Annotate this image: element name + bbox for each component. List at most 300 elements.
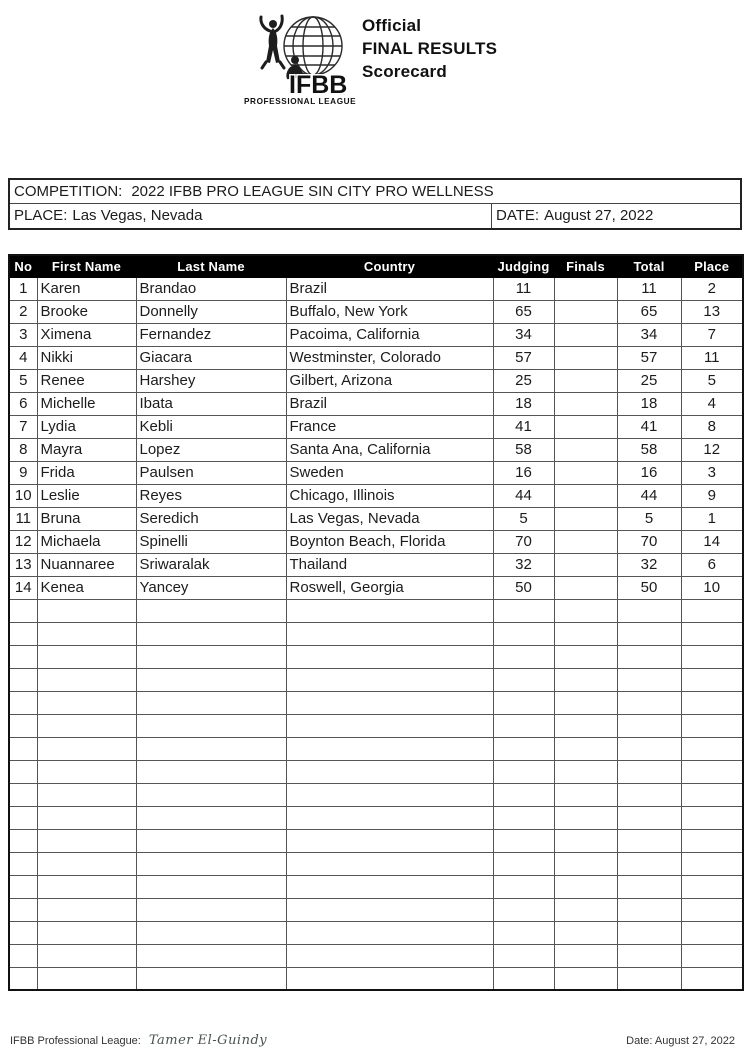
cell-total: 44	[617, 484, 681, 507]
table-row	[9, 507, 743, 530]
table-row	[9, 392, 743, 415]
empty-table-row	[9, 599, 743, 622]
cell-total: 34	[617, 323, 681, 346]
cell-first-name: Renee	[37, 369, 136, 392]
empty-cell	[617, 599, 681, 622]
competition-value: 2022 IFBB PRO LEAGUE SIN CITY PRO WELLNESS	[131, 183, 494, 200]
empty-table-row	[9, 668, 743, 691]
empty-cell	[286, 668, 493, 691]
empty-table-row	[9, 875, 743, 898]
empty-table-row	[9, 691, 743, 714]
cell-finals	[554, 530, 617, 553]
cell-no: 8	[9, 438, 37, 461]
cell-first-name: Bruna	[37, 507, 136, 530]
empty-cell	[286, 760, 493, 783]
cell-judging: 65	[493, 300, 554, 323]
empty-table-row	[9, 829, 743, 852]
empty-cell	[681, 668, 743, 691]
empty-cell	[493, 714, 554, 737]
empty-cell	[554, 898, 617, 921]
empty-cell	[554, 829, 617, 852]
empty-cell	[136, 898, 286, 921]
empty-cell	[37, 944, 136, 967]
cell-judging: 32	[493, 553, 554, 576]
cell-country: Sweden	[286, 461, 493, 484]
empty-cell	[554, 714, 617, 737]
cell-place: 8	[681, 415, 743, 438]
empty-cell	[493, 691, 554, 714]
cell-country: France	[286, 415, 493, 438]
cell-place: 7	[681, 323, 743, 346]
cell-judging: 44	[493, 484, 554, 507]
empty-cell	[37, 691, 136, 714]
cell-total: 5	[617, 507, 681, 530]
empty-cell	[9, 944, 37, 967]
cell-judging: 25	[493, 369, 554, 392]
table-row	[9, 553, 743, 576]
cell-last-name: Spinelli	[136, 530, 286, 553]
cell-no: 12	[9, 530, 37, 553]
professional-league-wordmark: PROFESSIONAL LEAGUE	[244, 97, 357, 106]
cell-no: 2	[9, 300, 37, 323]
empty-cell	[286, 921, 493, 944]
empty-cell	[617, 944, 681, 967]
footer-date: Date: August 27, 2022	[626, 1035, 735, 1047]
empty-cell	[554, 760, 617, 783]
empty-table-row	[9, 645, 743, 668]
cell-judging: 16	[493, 461, 554, 484]
cell-first-name: Michelle	[37, 392, 136, 415]
empty-cell	[286, 944, 493, 967]
table-row	[9, 530, 743, 553]
empty-cell	[617, 852, 681, 875]
empty-cell	[136, 944, 286, 967]
empty-cell	[136, 921, 286, 944]
empty-cell	[493, 944, 554, 967]
cell-total: 11	[617, 277, 681, 300]
empty-cell	[286, 714, 493, 737]
empty-cell	[136, 829, 286, 852]
cell-place: 6	[681, 553, 743, 576]
cell-country: Brazil	[286, 277, 493, 300]
cell-last-name: Kebli	[136, 415, 286, 438]
empty-cell	[9, 737, 37, 760]
cell-place: 12	[681, 438, 743, 461]
cell-no: 5	[9, 369, 37, 392]
cell-last-name: Giacara	[136, 346, 286, 369]
empty-cell	[681, 921, 743, 944]
empty-cell	[493, 967, 554, 990]
empty-cell	[493, 668, 554, 691]
cell-finals	[554, 507, 617, 530]
cell-no: 10	[9, 484, 37, 507]
cell-last-name: Ibata	[136, 392, 286, 415]
cell-country: Buffalo, New York	[286, 300, 493, 323]
official-signature: Tamer El-Guindy	[148, 1033, 268, 1048]
cell-place: 2	[681, 277, 743, 300]
cell-country: Chicago, Illinois	[286, 484, 493, 507]
empty-cell	[9, 898, 37, 921]
empty-cell	[617, 714, 681, 737]
cell-first-name: Nuannaree	[37, 553, 136, 576]
empty-cell	[617, 645, 681, 668]
cell-judging: 70	[493, 530, 554, 553]
empty-cell	[554, 783, 617, 806]
document-title	[362, 14, 542, 83]
empty-cell	[9, 921, 37, 944]
table-row	[9, 300, 743, 323]
empty-table-row	[9, 898, 743, 921]
empty-table-row	[9, 852, 743, 875]
empty-cell	[136, 645, 286, 668]
empty-cell	[681, 898, 743, 921]
empty-cell	[37, 921, 136, 944]
empty-cell	[9, 760, 37, 783]
cell-finals	[554, 576, 617, 599]
cell-total: 65	[617, 300, 681, 323]
empty-cell	[681, 645, 743, 668]
empty-table-row	[9, 714, 743, 737]
empty-cell	[493, 622, 554, 645]
empty-cell	[554, 599, 617, 622]
empty-cell	[37, 898, 136, 921]
table-row	[9, 346, 743, 369]
empty-table-row	[9, 737, 743, 760]
table-row	[9, 576, 743, 599]
empty-cell	[681, 967, 743, 990]
cell-country: Las Vegas, Nevada	[286, 507, 493, 530]
title-line-final-results: FINAL RESULTS	[362, 39, 498, 58]
cell-first-name: Ximena	[37, 323, 136, 346]
table-row	[9, 415, 743, 438]
cell-judging: 57	[493, 346, 554, 369]
cell-place: 4	[681, 392, 743, 415]
cell-total: 58	[617, 438, 681, 461]
empty-cell	[37, 645, 136, 668]
empty-cell	[286, 875, 493, 898]
results-table-body	[9, 277, 743, 990]
empty-cell	[617, 806, 681, 829]
empty-cell	[37, 967, 136, 990]
cell-place: 13	[681, 300, 743, 323]
cell-last-name: Seredich	[136, 507, 286, 530]
ifbb-wordmark: IFBB	[289, 71, 348, 99]
empty-cell	[681, 760, 743, 783]
competition-info-box	[8, 178, 742, 230]
cell-total: 25	[617, 369, 681, 392]
empty-cell	[554, 852, 617, 875]
empty-cell	[493, 737, 554, 760]
cell-no: 4	[9, 346, 37, 369]
cell-finals	[554, 392, 617, 415]
empty-cell	[554, 622, 617, 645]
cell-place: 1	[681, 507, 743, 530]
cell-first-name: Leslie	[37, 484, 136, 507]
empty-cell	[681, 875, 743, 898]
empty-table-row	[9, 967, 743, 990]
cell-total: 16	[617, 461, 681, 484]
cell-judging: 34	[493, 323, 554, 346]
empty-cell	[136, 783, 286, 806]
empty-cell	[681, 691, 743, 714]
cell-finals	[554, 553, 617, 576]
cell-place: 3	[681, 461, 743, 484]
empty-cell	[554, 668, 617, 691]
cell-country: Boynton Beach, Florida	[286, 530, 493, 553]
cell-last-name: Fernandez	[136, 323, 286, 346]
place-date-row	[10, 204, 740, 228]
empty-cell	[37, 714, 136, 737]
col-header-no: No	[9, 255, 37, 277]
empty-cell	[493, 852, 554, 875]
empty-cell	[9, 806, 37, 829]
empty-cell	[617, 622, 681, 645]
cell-total: 41	[617, 415, 681, 438]
col-header-last-name: Last Name	[136, 255, 286, 277]
empty-cell	[37, 622, 136, 645]
place-value: Las Vegas, Nevada	[72, 207, 203, 224]
table-row	[9, 277, 743, 300]
cell-total: 32	[617, 553, 681, 576]
cell-first-name: Michaela	[37, 530, 136, 553]
empty-cell	[554, 921, 617, 944]
cell-no: 9	[9, 461, 37, 484]
cell-judging: 41	[493, 415, 554, 438]
empty-table-row	[9, 622, 743, 645]
empty-cell	[286, 829, 493, 852]
empty-cell	[136, 622, 286, 645]
empty-cell	[9, 622, 37, 645]
cell-finals	[554, 415, 617, 438]
empty-cell	[37, 875, 136, 898]
col-header-total: Total	[617, 255, 681, 277]
empty-cell	[136, 737, 286, 760]
empty-cell	[493, 829, 554, 852]
empty-table-row	[9, 944, 743, 967]
empty-cell	[681, 944, 743, 967]
cell-last-name: Lopez	[136, 438, 286, 461]
cell-no: 11	[9, 507, 37, 530]
empty-cell	[286, 737, 493, 760]
table-row	[9, 438, 743, 461]
competition-row	[10, 180, 740, 204]
empty-cell	[37, 829, 136, 852]
empty-cell	[136, 691, 286, 714]
empty-cell	[37, 599, 136, 622]
cell-place: 10	[681, 576, 743, 599]
bodybuilder-figure-icon	[261, 16, 284, 68]
empty-table-row	[9, 806, 743, 829]
cell-finals	[554, 323, 617, 346]
empty-cell	[9, 714, 37, 737]
empty-cell	[9, 668, 37, 691]
cell-country: Gilbert, Arizona	[286, 369, 493, 392]
empty-table-row	[9, 921, 743, 944]
cell-finals	[554, 461, 617, 484]
cell-total: 18	[617, 392, 681, 415]
empty-cell	[681, 806, 743, 829]
empty-cell	[554, 737, 617, 760]
empty-cell	[493, 898, 554, 921]
cell-finals	[554, 484, 617, 507]
empty-cell	[37, 852, 136, 875]
empty-cell	[493, 760, 554, 783]
table-row	[9, 484, 743, 507]
cell-finals	[554, 300, 617, 323]
place-cell	[10, 204, 492, 228]
table-row	[9, 461, 743, 484]
empty-cell	[37, 668, 136, 691]
place-label: PLACE:	[14, 207, 68, 224]
empty-cell	[617, 760, 681, 783]
empty-cell	[9, 875, 37, 898]
empty-cell	[136, 714, 286, 737]
empty-cell	[9, 967, 37, 990]
cell-total: 70	[617, 530, 681, 553]
results-table	[8, 254, 744, 991]
empty-cell	[136, 668, 286, 691]
cell-finals	[554, 277, 617, 300]
empty-cell	[136, 599, 286, 622]
cell-first-name: Kenea	[37, 576, 136, 599]
cell-last-name: Sriwaralak	[136, 553, 286, 576]
competition-label: COMPETITION:	[14, 183, 123, 200]
empty-cell	[617, 898, 681, 921]
empty-cell	[493, 806, 554, 829]
empty-cell	[681, 829, 743, 852]
footer-signature-block	[10, 1033, 267, 1048]
cell-last-name: Donnelly	[136, 300, 286, 323]
empty-cell	[617, 921, 681, 944]
empty-cell	[617, 783, 681, 806]
empty-cell	[554, 875, 617, 898]
cell-first-name: Mayra	[37, 438, 136, 461]
col-header-finals: Finals	[554, 255, 617, 277]
cell-judging: 11	[493, 277, 554, 300]
empty-cell	[136, 852, 286, 875]
cell-finals	[554, 438, 617, 461]
empty-cell	[136, 806, 286, 829]
cell-last-name: Paulsen	[136, 461, 286, 484]
empty-cell	[554, 967, 617, 990]
empty-cell	[9, 783, 37, 806]
table-row	[9, 323, 743, 346]
empty-cell	[617, 691, 681, 714]
results-table-header	[9, 255, 743, 277]
empty-cell	[286, 967, 493, 990]
empty-cell	[286, 806, 493, 829]
empty-cell	[286, 852, 493, 875]
header-row	[9, 255, 743, 277]
empty-cell	[286, 599, 493, 622]
title-line-official: Official	[362, 16, 422, 35]
cell-last-name: Reyes	[136, 484, 286, 507]
empty-cell	[136, 875, 286, 898]
table-row	[9, 369, 743, 392]
footer-org-label: IFBB Professional League:	[10, 1035, 141, 1047]
empty-cell	[554, 806, 617, 829]
cell-judging: 50	[493, 576, 554, 599]
col-header-first-name: First Name	[37, 255, 136, 277]
cell-total: 57	[617, 346, 681, 369]
title-line-scorecard: Scorecard	[362, 62, 447, 81]
cell-finals	[554, 346, 617, 369]
cell-first-name: Nikki	[37, 346, 136, 369]
col-header-place: Place	[681, 255, 743, 277]
empty-cell	[493, 875, 554, 898]
empty-cell	[9, 691, 37, 714]
empty-cell	[136, 760, 286, 783]
cell-country: Roswell, Georgia	[286, 576, 493, 599]
empty-cell	[617, 967, 681, 990]
cell-country: Brazil	[286, 392, 493, 415]
empty-cell	[617, 668, 681, 691]
cell-country: Thailand	[286, 553, 493, 576]
cell-no: 13	[9, 553, 37, 576]
empty-cell	[37, 760, 136, 783]
cell-no: 14	[9, 576, 37, 599]
date-label: DATE:	[496, 207, 540, 224]
empty-cell	[493, 783, 554, 806]
cell-total: 50	[617, 576, 681, 599]
empty-cell	[617, 737, 681, 760]
cell-judging: 18	[493, 392, 554, 415]
col-header-judging: Judging	[493, 255, 554, 277]
empty-cell	[9, 599, 37, 622]
date-cell	[492, 204, 740, 228]
empty-cell	[554, 645, 617, 668]
empty-cell	[493, 921, 554, 944]
cell-place: 11	[681, 346, 743, 369]
date-value: August 27, 2022	[544, 207, 654, 224]
cell-place: 5	[681, 369, 743, 392]
empty-cell	[37, 737, 136, 760]
empty-cell	[286, 622, 493, 645]
cell-first-name: Brooke	[37, 300, 136, 323]
empty-cell	[286, 898, 493, 921]
brand-header	[243, 8, 498, 106]
empty-cell	[681, 622, 743, 645]
cell-first-name: Lydia	[37, 415, 136, 438]
empty-cell	[493, 645, 554, 668]
page-footer	[10, 1033, 735, 1048]
empty-cell	[681, 714, 743, 737]
cell-country: Santa Ana, California	[286, 438, 493, 461]
cell-last-name: Yancey	[136, 576, 286, 599]
empty-table-row	[9, 783, 743, 806]
empty-table-row	[9, 760, 743, 783]
empty-cell	[617, 875, 681, 898]
cell-place: 14	[681, 530, 743, 553]
empty-cell	[681, 737, 743, 760]
cell-no: 7	[9, 415, 37, 438]
cell-judging: 5	[493, 507, 554, 530]
empty-cell	[681, 783, 743, 806]
empty-cell	[9, 829, 37, 852]
empty-cell	[9, 645, 37, 668]
col-header-country: Country	[286, 255, 493, 277]
empty-cell	[554, 691, 617, 714]
cell-no: 1	[9, 277, 37, 300]
cell-place: 9	[681, 484, 743, 507]
cell-last-name: Brandao	[136, 277, 286, 300]
cell-no: 3	[9, 323, 37, 346]
cell-country: Westminster, Colorado	[286, 346, 493, 369]
empty-cell	[286, 783, 493, 806]
cell-first-name: Frida	[37, 461, 136, 484]
empty-cell	[37, 806, 136, 829]
ifbb-pro-league-logo-icon	[243, 8, 361, 106]
